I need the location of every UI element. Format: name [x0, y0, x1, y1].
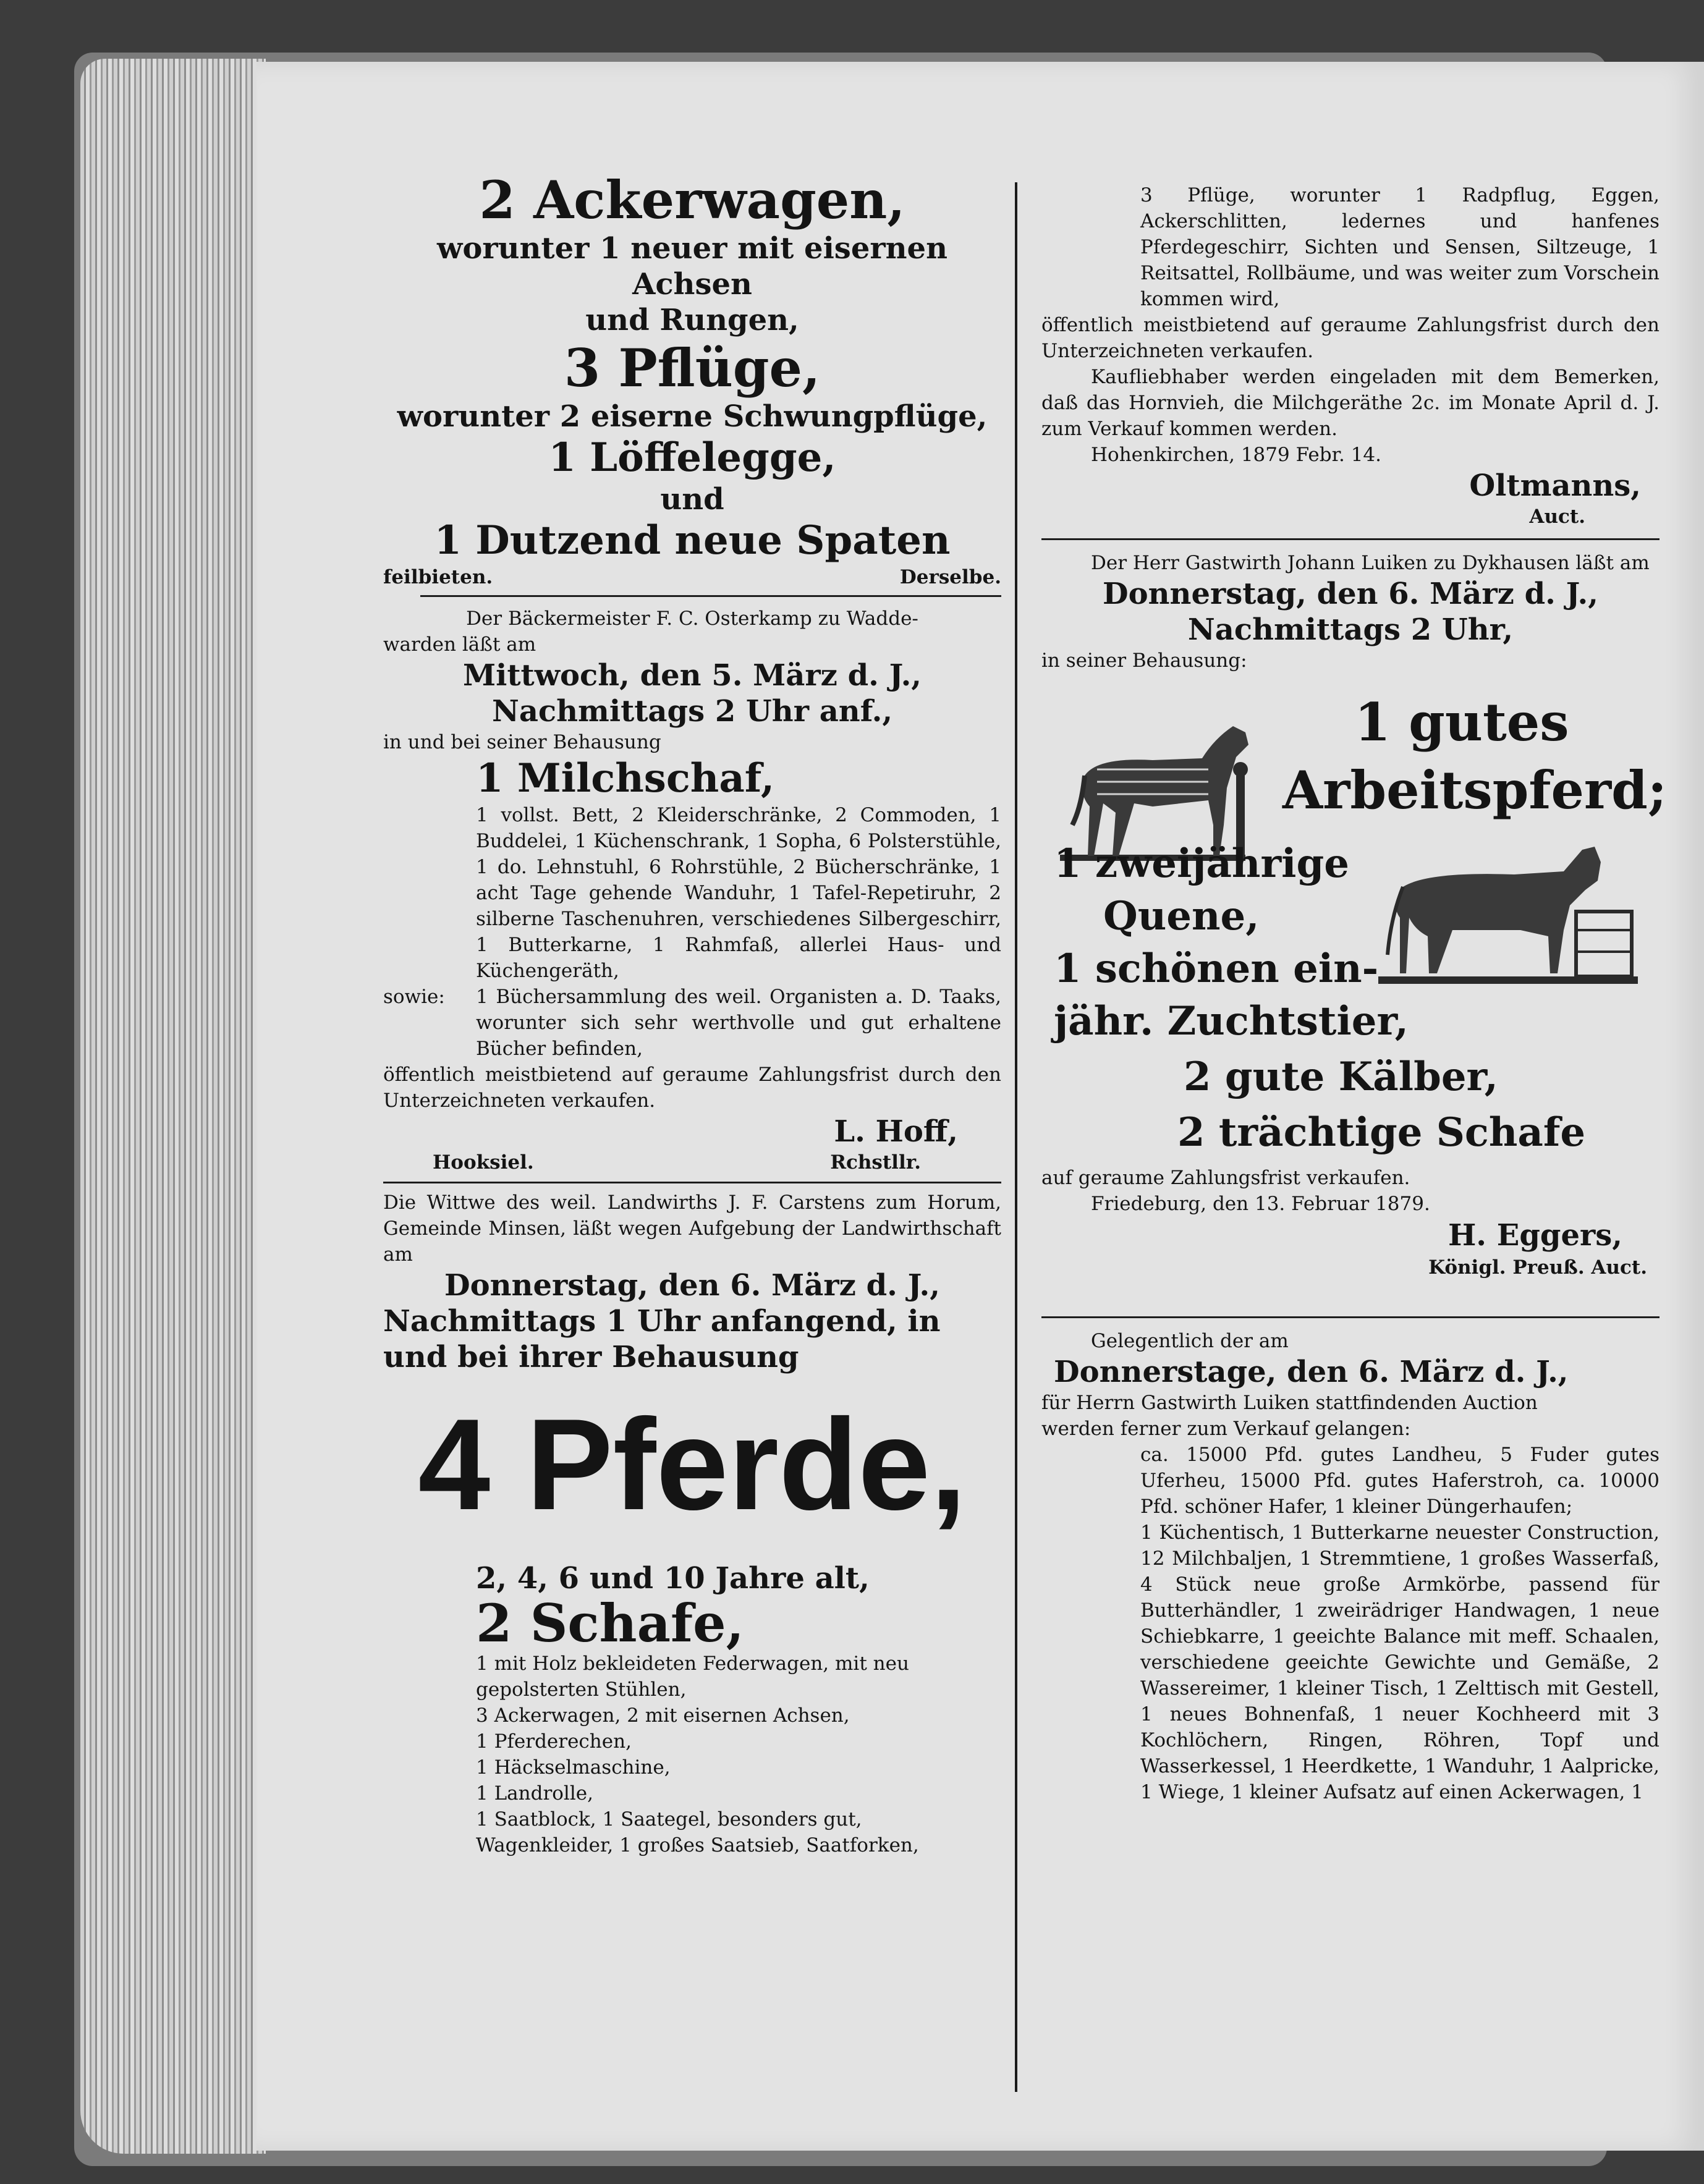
ad-line: und	[660, 482, 724, 517]
ad-signature: Oltmanns,	[1469, 468, 1641, 503]
ad-time: Nachmittags 2 Uhr anf.,	[491, 694, 893, 729]
ad-intro: Der Bäckermeister F. C. Osterkamp zu Wadde-	[466, 607, 918, 630]
ad-bull: 1 schönen ein-	[1054, 946, 1379, 992]
ad-title: Königl. Preuß. Auct.	[1428, 1256, 1647, 1279]
ad-closing: öffentlich meistbietend auf geraume Zahlungsfrist durch den Unterzeichneten verkaufen.	[383, 1064, 1001, 1112]
right-column	[1041, 62, 1667, 1805]
ad-date: Mittwoch, den 5. März d. J.,	[462, 658, 922, 693]
list-item: 1 Pferderechen,	[476, 1730, 632, 1753]
ad-time: Nachmittags 1 Uhr anfangend, in	[383, 1304, 941, 1339]
separator	[1041, 538, 1659, 540]
ad-items: 1 vollst. Bett, 2 Kleiderschränke, 2 Commoden, 1 Buddelei, 1 Küchenschrank, 1 Sopha, 6 Polsterstühle, 1 do. Lehnstuhl, 6 Rohrstühle, 2 Bücherschränke, 1 acht Tage gehende Wanduhr, 1 Tafel-Repetiruhr, 2 silberne Taschenuhren, verschiedenes Silbergeschirr, 1 Butterkarne, 1 Rahmfaß, allerlei Haus- und Küchengeräth,	[476, 804, 1001, 982]
ad-date: Donnerstag, den 6. März d. J.,	[444, 1268, 940, 1303]
ad-osterkamp	[383, 606, 1001, 1175]
sign-title: Rchstllr.	[830, 1151, 921, 1174]
ad-line: für Herrn Gastwirth Luiken stattfindenden Auction	[1041, 1392, 1538, 1414]
footer-left: feilbieten.	[383, 566, 493, 588]
ad-big-headline: 4 Pferde,	[418, 1392, 967, 1537]
ad-note: Kaufliebhaber werden eingeladen mit dem Bemerken, daß das Hornvieh, die Milchgeräthe 2c. im Monate April d. J. zum Verkauf kommen werden.	[1041, 366, 1659, 440]
ad-title: Auct.	[1529, 506, 1585, 528]
separator	[1041, 1316, 1659, 1318]
ad-date: Donnerstage, den 6. März d. J.,	[1054, 1355, 1569, 1389]
ad-hohenkirchen	[1041, 62, 1659, 530]
ad-sheep: 2 trächtige Schafe	[1177, 1109, 1586, 1156]
ad-place: in seiner Behausung:	[1041, 650, 1247, 672]
ad-intro: warden läßt am	[383, 633, 536, 656]
list-item: 3 Ackerwagen, 2 mit eisernen Achsen,	[476, 1704, 850, 1727]
sowie-text: 1 Büchersammlung des weil. Organisten a. D. Taaks, worunter sich sehr werthvolle und gut erhaltene Bücher befinden,	[476, 986, 1001, 1060]
list-item: 1 Landrolle,	[476, 1782, 593, 1805]
separator	[420, 595, 1001, 597]
list-item: 1 Saatblock, 1 Saategel, besonders gut,	[476, 1808, 862, 1831]
ad-date: Donnerstag, den 6. März d. J.,	[1103, 577, 1598, 611]
sowie-label: sowie:	[383, 986, 445, 1008]
ad-headline: 1 Milchschaf,	[476, 755, 775, 802]
ad-line: und Rungen,	[585, 303, 799, 337]
ad-intro: Der Herr Gastwirth Johann Luiken zu Dykhausen läßt am	[1091, 552, 1650, 574]
ad-sign-row	[383, 1149, 1001, 1175]
ad-ackerwagen	[383, 62, 1001, 590]
ad-quene: 1 zweijährige	[1054, 840, 1349, 887]
ad-time: Nachmittags 2 Uhr,	[1187, 612, 1514, 647]
ad-line: worunter 1 neuer mit eisernen Achsen	[437, 231, 947, 302]
ad-headline: 3 Pflüge,	[564, 337, 821, 399]
ad-carstens	[383, 1190, 1001, 1858]
ad-calves: 2 gute Kälber,	[1184, 1054, 1498, 1100]
ad-paragraph: 1 Küchentisch, 1 Butterkarne neuester Construction, 12 Milchbaljen, 1 Stremmtiene, 1 großes Wasserfaß, 4 Stück neue große Armkörbe, passend für Butterhändler, 1 zweirädriger Handwagen, 1 neue Schiebkarre, 1 geeichte Balance mit meff. Schaalen, verschiedene geeichte Gewichte und Gemäße, 2 Wassereimer, 1 kleiner Tisch, 1 Zelttisch mit Gestell, 1 neues Bohnenfaß, 1 neuer Kochheerd mit 3 Kochlöchern, Ringen, Röhren, Topf und Wasserkessel, 1 Heerdkette, 1 Wanduhr, 1 Aalpricke, 1 Wiege, 1 kleiner Aufsatz auf einen Ackerwagen, 1	[1140, 1522, 1659, 1803]
ad-footer	[383, 564, 1001, 590]
ad-line: werden ferner zum Verkauf gelangen:	[1041, 1418, 1411, 1440]
ad-luiken	[1041, 550, 1667, 1304]
ad-sowie	[383, 984, 1001, 1062]
ad-headline: 2 Ackerwagen,	[479, 169, 905, 231]
sign-place: Hooksiel.	[433, 1151, 534, 1174]
cow-illustration	[1378, 837, 1638, 992]
ad-horse-line: 1 gutes	[1354, 692, 1569, 753]
ad-quene: Quene,	[1103, 893, 1260, 939]
list-item: 1 mit Holz bekleideten Federwagen, mit neu gepolsterten Stühlen,	[476, 1653, 909, 1701]
ad-ages: 2, 4, 6 und 10 Jahre alt,	[476, 1561, 870, 1596]
ad-headline: 2 Schafe,	[476, 1593, 744, 1654]
ad-closing: öffentlich meistbietend auf geraume Zahlungsfrist durch den Unterzeichneten verkaufen.	[1041, 314, 1659, 362]
ad-place: und bei ihrer Behausung	[383, 1340, 799, 1374]
ad-continuation: 3 Pflüge, worunter 1 Radpflug, Eggen, Ackerschlitten, ledernes und hanfenes Pferdegeschirr, Sichten und Sensen, Siltzeuge, 1 Reitsattel, Rollbäume, und was weiter zum Vorschein kommen wird,	[1140, 184, 1659, 310]
footer-right: Derselbe.	[899, 566, 1001, 588]
separator	[383, 1182, 1001, 1183]
ad-bull: jähr. Zuchtstier,	[1054, 998, 1409, 1044]
ad-intro: Gelegentlich der am	[1091, 1330, 1289, 1352]
ad-closing: auf geraume Zahlungsfrist verkaufen.	[1041, 1167, 1410, 1189]
ad-signature: H. Eggers,	[1448, 1218, 1622, 1253]
page-edges	[80, 59, 266, 2154]
ad-place: in und bei seiner Behausung	[383, 731, 661, 753]
ad-item-list	[383, 1651, 1001, 1858]
ad-intro: Die Wittwe des weil. Landwirths J. F. Carstens zum Horum, Gemeinde Minsen, läßt wegen Aufgebung der Landwirthschaft am	[383, 1191, 1001, 1266]
newspaper-page	[256, 62, 1704, 2151]
ad-signature: L. Hoff,	[834, 1114, 958, 1149]
list-item: Wagenkleider, 1 großes Saatsieb, Saatforken,	[476, 1834, 919, 1856]
column-divider	[1015, 182, 1017, 2092]
ad-gelegentlich	[1041, 1328, 1659, 1805]
ad-paragraph: ca. 15000 Pfd. gutes Landheu, 5 Fuder gutes Uferheu, 15000 Pfd. gutes Haferstroh, ca. 10000 Pfd. schöner Hafer, 1 kleiner Düngerhaufen;	[1140, 1444, 1659, 1518]
ad-line: worunter 2 eiserne Schwungpflüge,	[397, 399, 988, 434]
ad-place-date: Friedeburg, den 13. Februar 1879.	[1091, 1193, 1430, 1215]
ad-headline: 1 Dutzend neue Spaten	[434, 517, 951, 564]
left-column	[383, 62, 1001, 1858]
list-item: 1 Häckselmaschine,	[476, 1756, 671, 1779]
ad-place-date: Hohenkirchen, 1879 Febr. 14.	[1091, 444, 1382, 466]
ad-headline: 1 Löffelegge,	[548, 434, 836, 481]
ad-horse-line: Arbeitspferd;	[1282, 760, 1667, 821]
